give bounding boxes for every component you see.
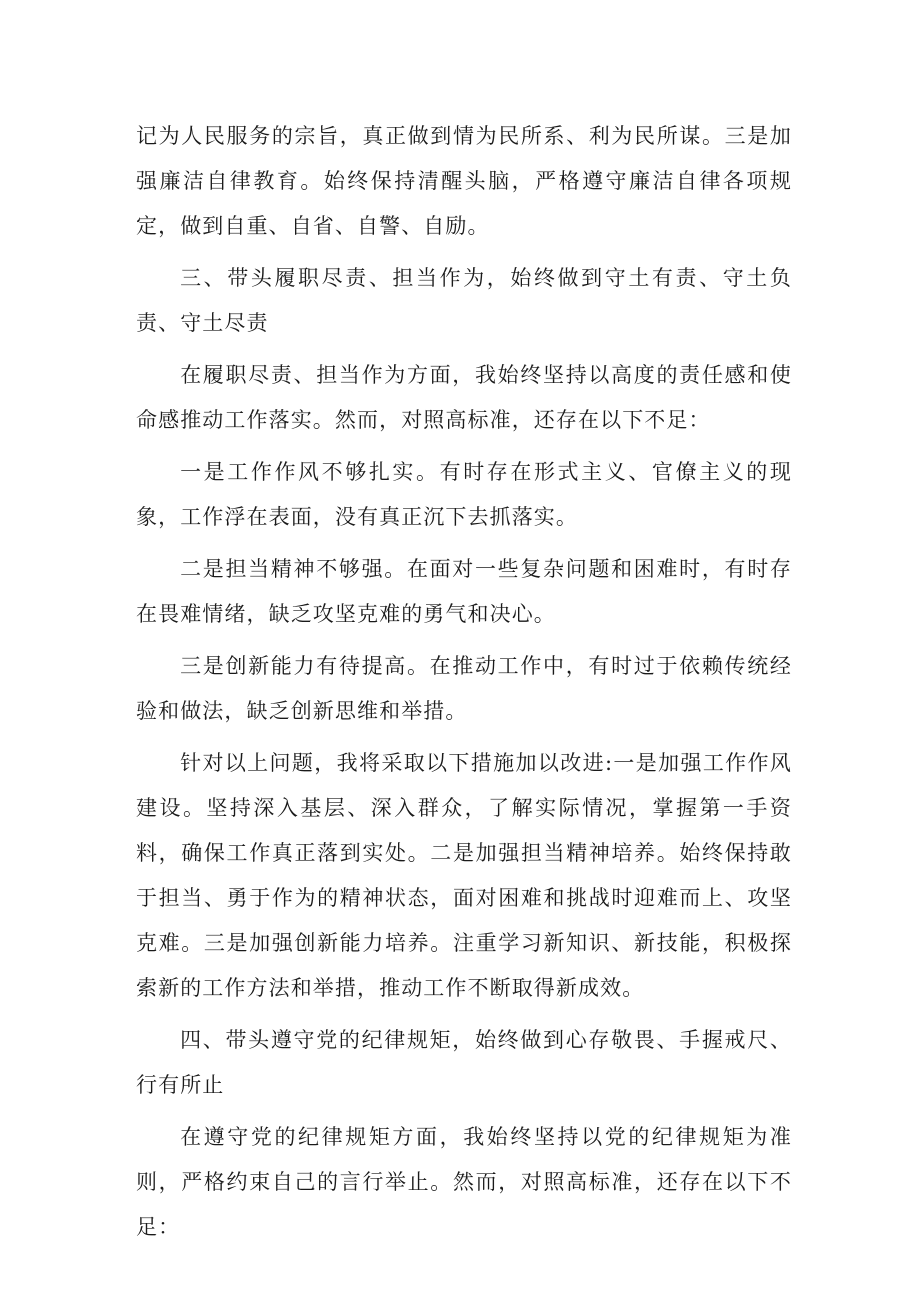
paragraph: 在遵守党的纪律规矩方面，我始终坚持以党的纪律规矩为准则，严格约束自己的言行举止。然而，对照高标准，还存在以下不足：	[136, 1125, 792, 1239]
paragraph-continuation: 记为人民服务的宗旨，真正做到情为民所系、利为民所谋。三是加强廉洁自律教育。始终保持清醒头脑，严格遵守廉洁自律各项规定，做到自重、自省、自警、自励。	[136, 124, 792, 238]
paragraph: 三是创新能力有待提高。在推动工作中，有时过于依赖传统经验和做法，缺乏创新思维和举措。	[136, 654, 792, 723]
paragraph: 在履职尽责、担当作为方面，我始终坚持以高度的责任感和使命感推动工作落实。然而，对照高标准，还存在以下不足：	[136, 363, 792, 432]
section-heading-4: 四、带头遵守党的纪律规矩，始终做到心存敬畏、手握戒尺、行有所止	[136, 1028, 792, 1097]
paragraph: 一是工作作风不够扎实。有时存在形式主义、官僚主义的现象，工作浮在表面，没有真正沉下去抓落实。	[136, 460, 792, 529]
section-heading-3: 三、带头履职尽责、担当作为，始终做到守土有责、守土负责、守土尽责	[136, 266, 792, 335]
paragraph: 针对以上问题，我将采取以下措施加以改进:一是加强工作作风建设。坚持深入基层、深入群众，了解实际情况，掌握第一手资料，确保工作真正落到实处。二是加强担当精神培养。始终保持敢于担当、勇于作为的精神状态，面对困难和挑战时迎难而上、攻坚克难。三是加强创新能力培养。注重学习新知识、新技能，积极探索新的工作方法和举措，推动工作不断取得新成效。	[136, 751, 792, 1000]
paragraph: 二是担当精神不够强。在面对一些复杂问题和困难时，有时存在畏难情绪，缺乏攻坚克难的勇气和决心。	[136, 557, 792, 626]
document-body	[136, 114, 792, 1257]
